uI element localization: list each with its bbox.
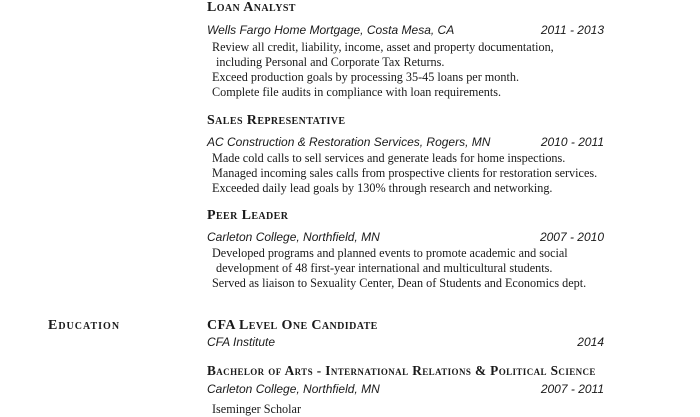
job-duty-line: Developed programs and planned events to promote academic and social xyxy=(212,246,568,260)
job-dates: 2010 - 2011 xyxy=(540,135,604,149)
education-title-ba: Bachelor of Arts - International Relations & Political Science xyxy=(207,363,596,378)
job-duty-line: Served as liaison to Sexuality Center, Dean of Students and Economics dept. xyxy=(212,276,587,290)
job-org: AC Construction & Restoration Services, Rogers, MN xyxy=(207,135,491,149)
job-org: Wells Fargo Home Mortgage, Costa Mesa, CA xyxy=(207,23,455,37)
job-dates: 2007 - 2010 xyxy=(539,230,604,244)
job-duty-line: Managed incoming sales calls from prospective clients for restoration services. xyxy=(212,166,598,180)
job-title-loan-analyst: Loan Analyst xyxy=(207,0,296,15)
job-duty-line: Exceed production goals by processing 35-45 loans per month. xyxy=(212,70,519,84)
job-org: Carleton College, Northfield, MN xyxy=(207,230,380,244)
section-title-education: Education xyxy=(48,318,121,333)
job-duty-line: Made cold calls to sell services and generate leads for home inspections. xyxy=(212,151,566,165)
education-title-cfa: CFA Level One Candidate xyxy=(207,318,378,333)
education-org: CFA Institute xyxy=(207,335,276,349)
job-dates: 2011 - 2013 xyxy=(540,23,604,37)
education-extra-line: Iseminger Scholar xyxy=(212,402,302,416)
job-duty-line: development of 48 first-year international and multicultural students. xyxy=(216,261,553,275)
job-title-sales-representative: Sales Representative xyxy=(207,113,346,128)
job-duty-line: Review all credit, liability, income, asset and property documentation, xyxy=(212,40,554,54)
education-org: Carleton College, Northfield, MN xyxy=(207,382,380,396)
job-duty-line: including Personal and Corporate Tax Returns. xyxy=(216,55,445,69)
job-duty-line: Complete file audits in compliance with loan requirements. xyxy=(212,85,502,99)
education-dates: 2007 - 2011 xyxy=(540,382,604,396)
job-duty-line: Exceeded daily lead goals by 130% through research and networking. xyxy=(212,181,553,195)
education-dates: 2014 xyxy=(577,335,604,349)
job-title-peer-leader: Peer Leader xyxy=(207,208,289,223)
